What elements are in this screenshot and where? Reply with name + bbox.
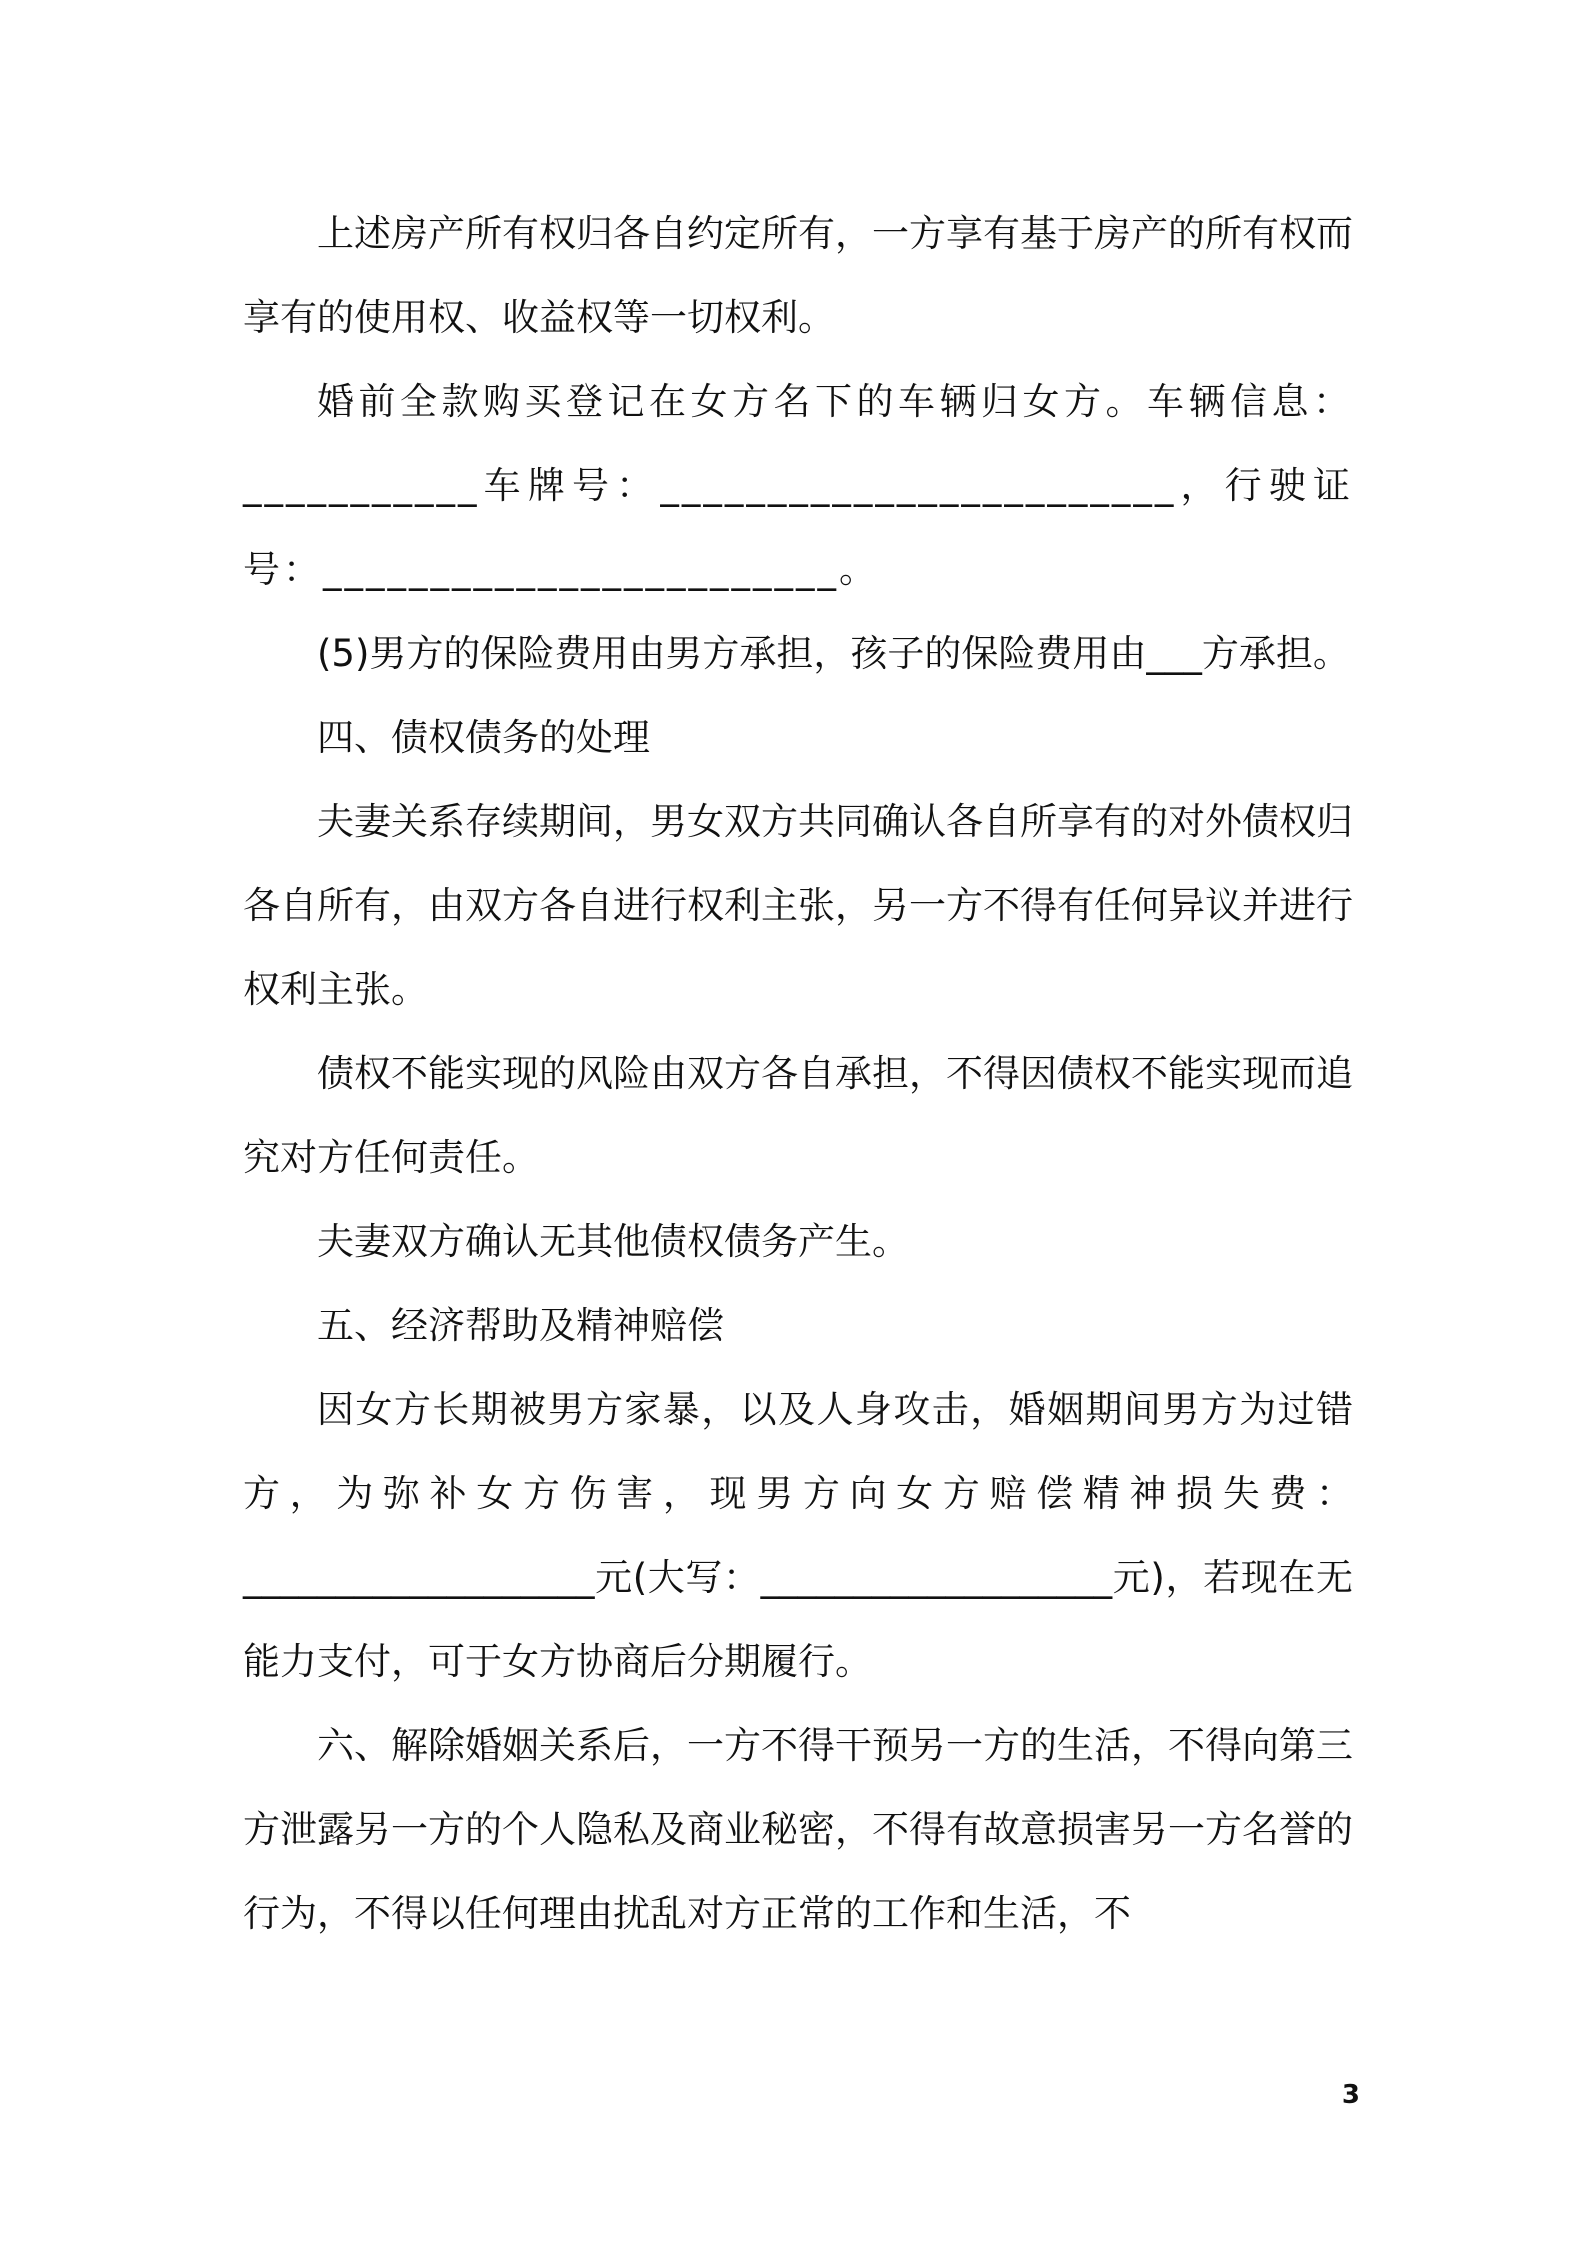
paragraph-claims: 夫妻关系存续期间，男女双方共同确认各自所享有的对外债权归各自所有，由双方各自进行权利主张，另一方不得有任何异议并进行权利主张。 <box>243 800 1353 1011</box>
paragraph-claim-risk: 债权不能实现的风险由双方各自承担，不得因债权不能实现而追究对方任何责任。 <box>243 1052 1353 1179</box>
section-heading-compensation: 五、经济帮助及精神赔偿 <box>317 1304 724 1347</box>
page-number: 3 <box>1341 2080 1360 2110</box>
document-body <box>243 192 1353 1956</box>
paragraph-insurance: (5)男方的保险费用由男方承担，孩子的保险费用由___方承担。 <box>317 632 1350 675</box>
paragraph-property-rights: 上述房产所有权归各自约定所有，一方享有基于房产的所有权而享有的使用权、收益权等一切权利。 <box>243 212 1353 339</box>
paragraph-compensation: 因女方长期被男方家暴，以及人身攻击，婚姻期间男方为过错方，为弥补女方伤害，现男方向女方赔偿精神损失费：___________________元(大写：___________________元)，若现在无能力支付，可于女方协商后分期履行。 <box>243 1388 1353 1683</box>
paragraph-no-other-debts: 夫妻双方确认无其他债权债务产生。 <box>317 1220 909 1263</box>
paragraph-non-interference: 六、解除婚姻关系后，一方不得干预另一方的生活，不得向第三方泄露另一方的个人隐私及商业秘密，不得有故意损害另一方名誉的行为，不得以任何理由扰乱对方正常的工作和生活，不 <box>243 1724 1353 1935</box>
paragraph-vehicle-info: 婚前全款购买登记在女方名下的车辆归女方。车辆信息：___________车牌号：________________________，行驶证号：________________________。 <box>243 380 1353 591</box>
section-heading-debts: 四、债权债务的处理 <box>317 716 650 759</box>
